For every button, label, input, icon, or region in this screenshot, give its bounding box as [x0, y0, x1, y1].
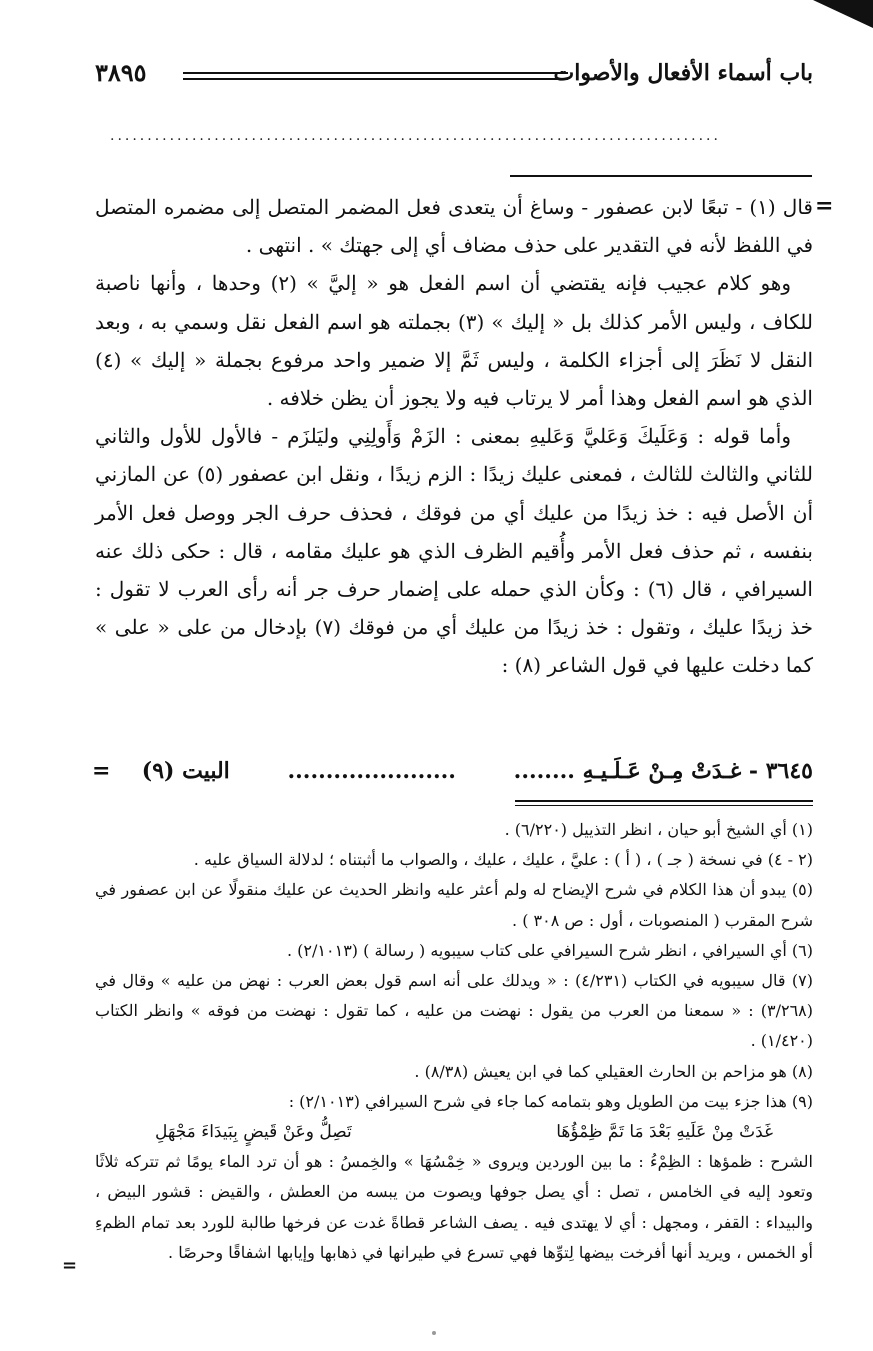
footnote-commentary: الشرح : ظمؤها : الظِمْءُ : ما بين الوردين ويروى « خِمْسُهَا » والخِمسُ : هو أن ترد الماء يومًا ثم تتركه ثلاثًا وتعود إليه في الخامس ، تصل : أي يصل جوفها ويصوت من يبسه من العطش ، والقيض : قشور البيض ، والبيداء : القفر ، ومجهل : أي لا يهتدى فيه . يصف الشاعر قطاةً غدت عن فرخها طالبة للورد بعد تمام الظمءِ أو الخمس ، ويريد أنها أفرخت بيضها لِتوِّها فهي تسرع في طيرانها في ذهابها وإيابها اشفاقًا وحرصًا . — [95, 1152, 813, 1262]
chapter-title: باب أسماء الأفعال والأصوات — [553, 60, 813, 86]
footnote: (٧) قال سيبويه في الكتاب (٤/٢٣١) : « ويدلك على أنه اسم قول بعض العرب : نهض من عليه » وقال في (٣/٢٦٨) : « سمعنا من العرب من يقول : نهضت من عليه ، كما تقول : نهضت من فوقه » وانظر الكتاب (١/٤٢٠) . — [95, 971, 813, 1051]
continuation-mark: = — [815, 193, 834, 219]
footnote: (٨) هو مزاحم بن الحارث العقيلي كما في ابن يعيش (٨/٣٨) . — [414, 1061, 813, 1081]
continuation-mark: = — [62, 1255, 78, 1276]
poem-hemistich-first: غَدَتْ مِنْ عَلَيهِ بَعْدَ مَا تَمَّ ظِمْؤُهَا — [556, 1122, 773, 1143]
poem-hemistich-second: تَصِلُّ وعَنْ قَيضٍ بِبَيدَاءَ مَجْهَلِ — [155, 1122, 352, 1143]
paragraph: وأما قوله : وَعَلَيكَ وَعَليَّ وَعَليهِ بمعنى : الزَمْ وَأَولِنِي وليَلزَم - فالأول للأول والثاني للثاني والثالث للثالث ، فمعنى عليك زيدًا : الزم زيدًا ، ونقل ابن عصفور (٥) عن المازني أن الأصل فيه : خذ زيدًا من عليك أي من فوقك ، فحذف حرف الجر ووصل فعل الأمر بنفسه ، ثم حذف فعل الأمر وأُقيم الظرف الذي هو عليك مقامه ، قال : حكى ذلك عنه السيرافي ، قال (٦) : وكأن الذي حمله على إضمار حرف جر أنه رأى العرب لا تقول : خذ زيدًا عليك ، وتقول : خذ زيدًا من عليك أي من فوقك (٧) بإدخال من على « على » كما دخلت عليها في قول الشاعر (٨) : — [95, 424, 813, 678]
omission-dots: .................................................................................. — [110, 128, 721, 144]
footnote: (٦) أي السيرافي ، انظر شرح السيرافي على كتاب سيبويه ( رسالة ) (٢/١٠١٣) . — [287, 940, 813, 960]
section-rule — [510, 175, 812, 177]
page-header — [95, 58, 813, 94]
header-rule — [183, 72, 568, 80]
paragraph: وهو كلام عجيب فإنه يقتضي أن اسم الفعل هو « إليَّ » (٢) وحدها ، وأنها ناصبة للكاف ، وليس الأمر كذلك بل « إليك » (٣) بجملته هو اسم الفعل نقل وسمي به ، وبعد النقل لا نَظَرَ إلى أجزاء الكلمة ، وليس ثَمَّ إلا ضمير واحد مرفوع بجملة « إليك » (٤) الذي هو اسم الفعل وهذا أمر لا يرتاب فيه ولا يجوز أن يظن خلافه . — [95, 271, 813, 411]
footnote: (١) أي الشيخ أبو حيان ، انظر التذييل (٦/٢٢٠) . — [504, 820, 813, 839]
verse-text: ٣٦٤٥ - غـدَتْ مِـنْ عَـلَـيـهِ ........ — [513, 758, 813, 784]
verse-line — [130, 758, 813, 784]
footnote: (٥) يبدو أن هذا الكلام في شرح الإيضاح له ولم أعثر عليه وانظر الحديث عن عليك منقولًا عن ابن عصفور في شرح المقرب ( المنصوبات ، أول : ص ٣٠٨ ) . — [95, 880, 813, 930]
continuation-mark: = — [92, 758, 111, 784]
page-speck — [432, 1331, 436, 1335]
verse-dots: ...................... — [287, 758, 456, 784]
verse-tail: البيت (٩) — [141, 758, 230, 784]
page-number: ٣٨٩٥ — [95, 58, 147, 87]
paragraph: قال (١) - تبعًا لابن عصفور - وساغ أن يتعدى فعل المضمر المتصل إلى مضمره المتصل في اللفظ لأنه في التقدير على حذف مضاف أي إلى جهتك » . انتهى . — [95, 195, 813, 258]
main-text — [95, 188, 813, 685]
footnotes — [95, 815, 813, 1268]
footnote: (٩) هذا جزء بيت من الطويل وهو بتمامه كما جاء في شرح السيرافي (٢/١٠١٣) : — [288, 1091, 813, 1111]
poem-verse — [95, 1117, 813, 1147]
footnote-rule — [515, 800, 813, 806]
page-corner-mark — [813, 0, 873, 28]
footnote: (٢ - ٤) في نسخة ( جـ ) ، ( أ ) : عليَّ ، عليك ، عليك ، والصواب ما أثبتناه ؛ لدلالة السياق عليه . — [193, 850, 813, 870]
